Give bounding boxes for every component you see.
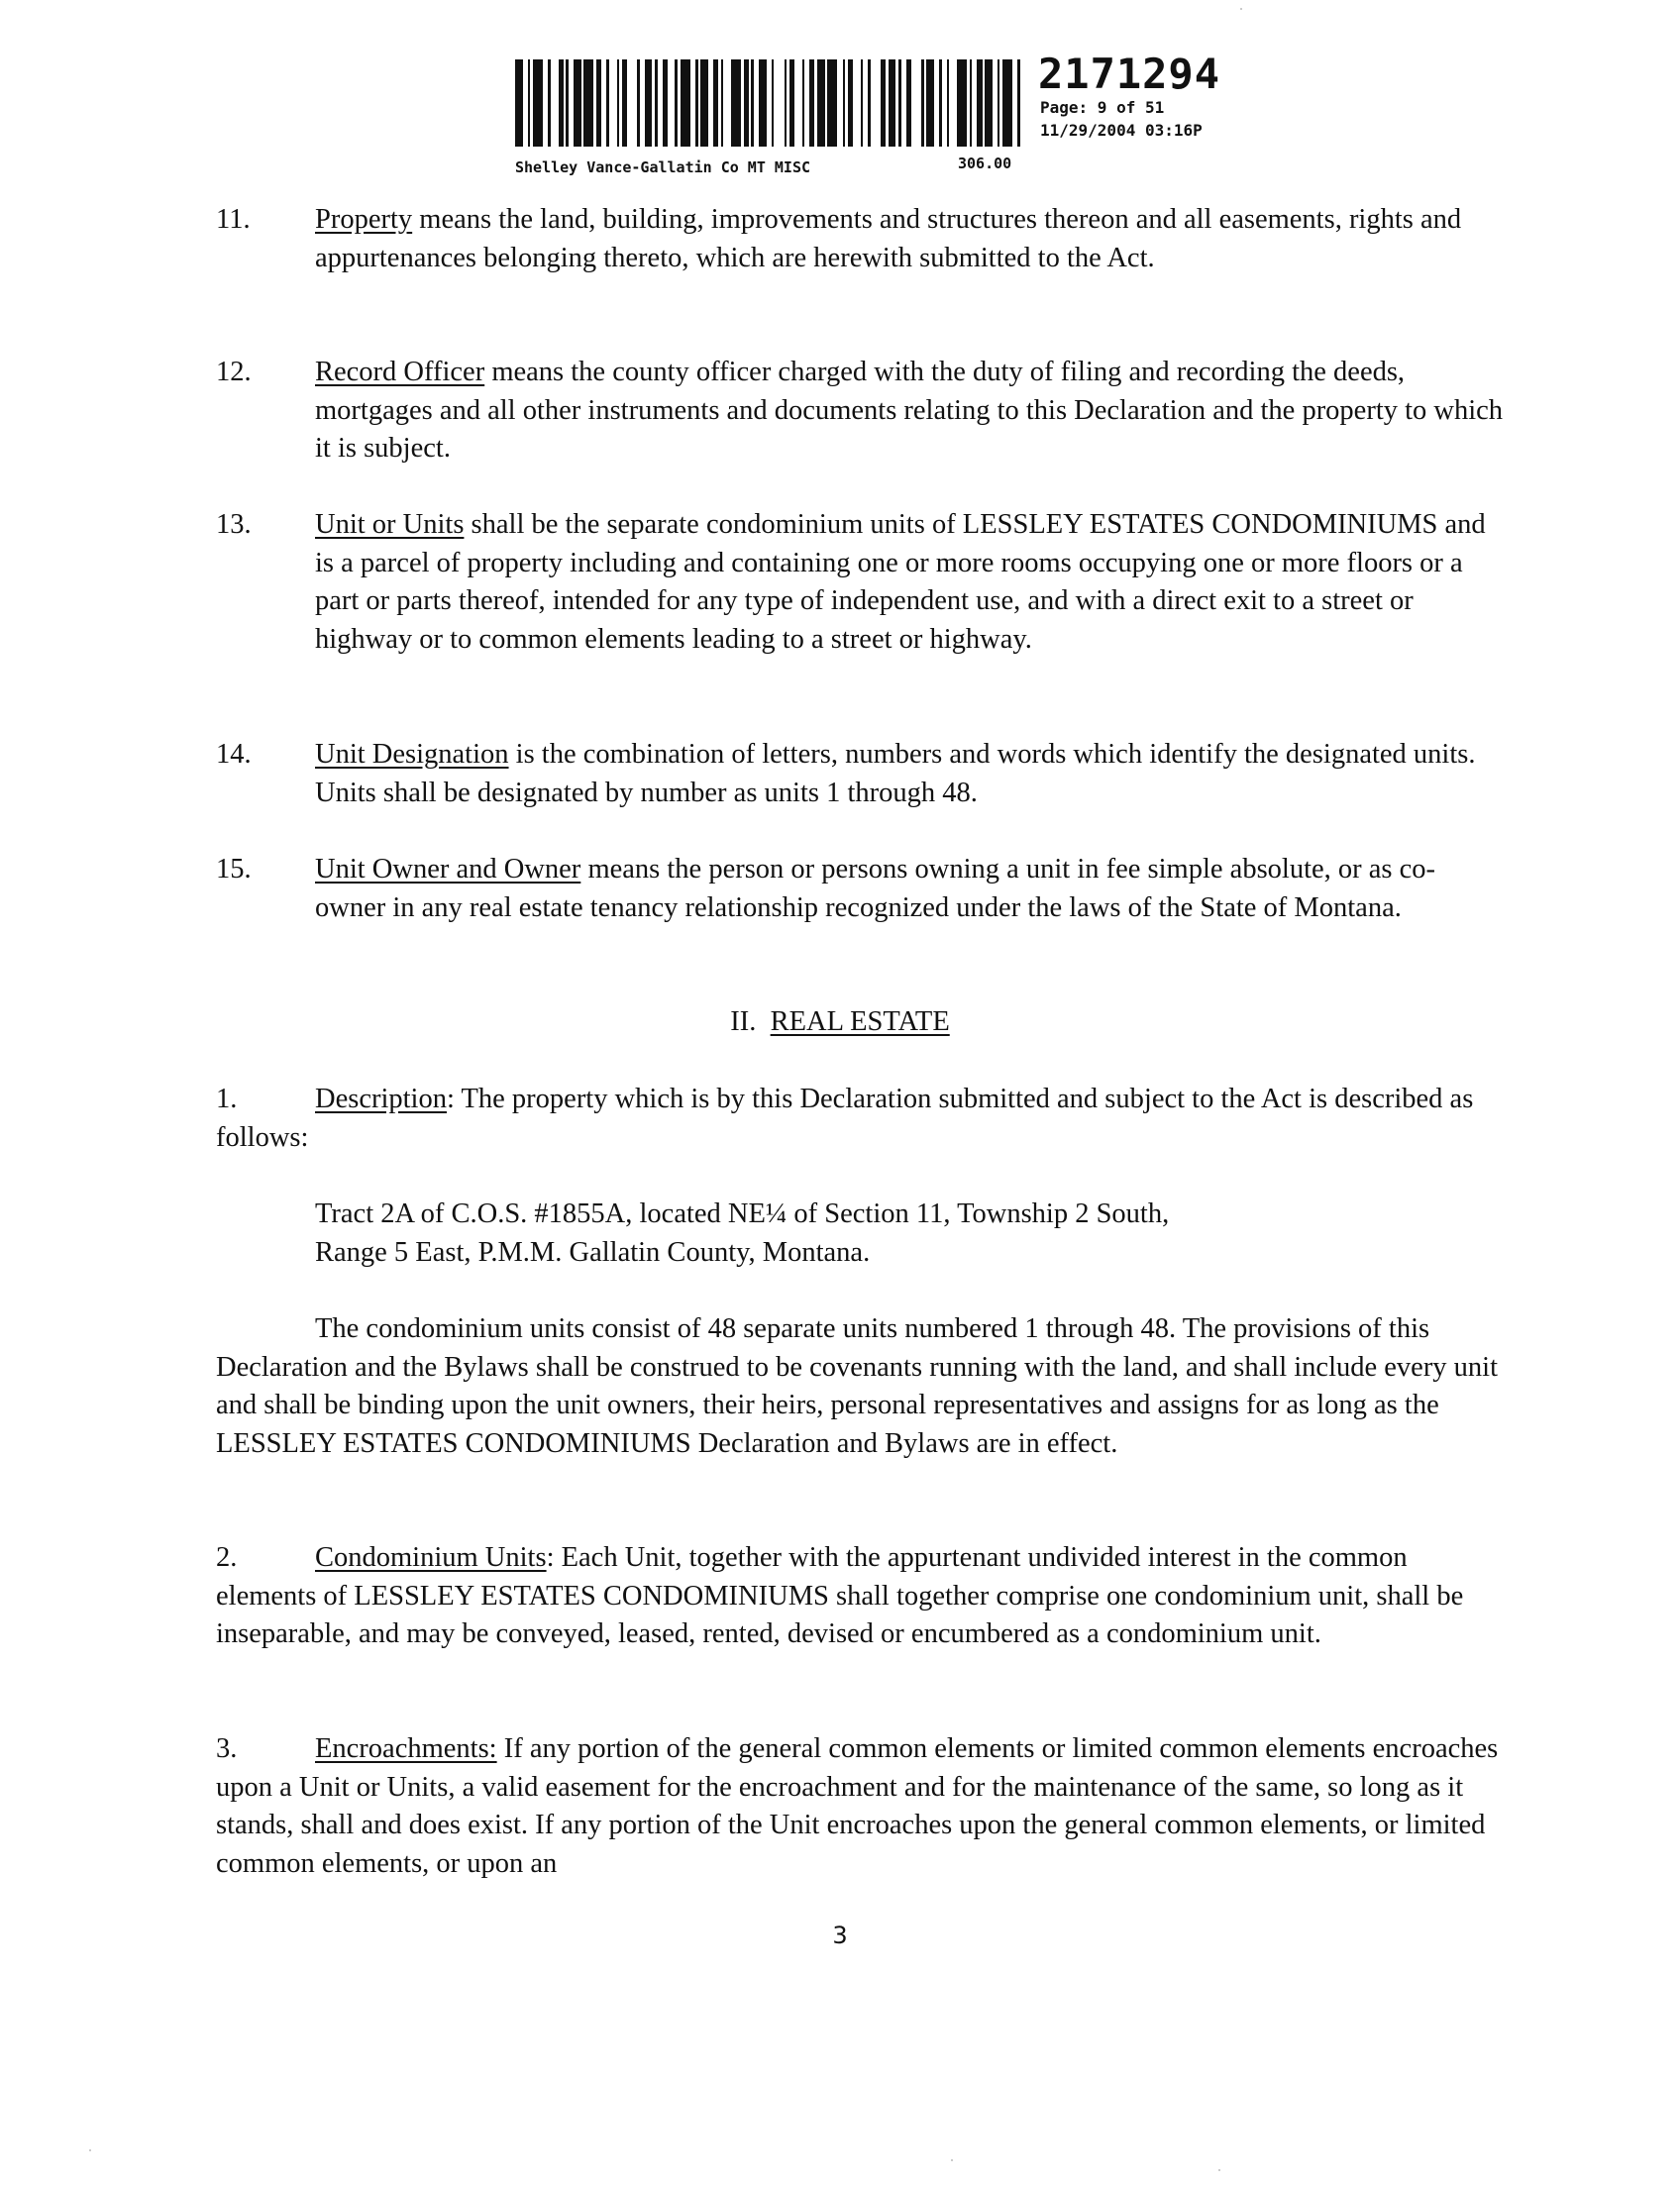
legal-description-line: Tract 2A of C.O.S. #1855A, located NE¼ of Section 11, Township 2 South, (315, 1198, 1170, 1229)
recording-timestamp: 11/29/2004 03:16P (1040, 121, 1203, 140)
barcode-bar (889, 59, 896, 147)
barcode-bar (583, 59, 593, 147)
paragraph-text: : Each Unit, together with the appurtenant undivided interest in the common elements of LESSLEY ESTATES CONDOMINIUMS shall together comprise one condominium unit, shall be inseparable, and may be conveyed, leased, rented, devised or encumbered as a condominium unit. (216, 1542, 1464, 1649)
definition-term: Record Officer (315, 357, 485, 387)
definition-number: 12. (216, 357, 252, 387)
barcode-bar (627, 59, 637, 147)
barcode (515, 59, 1028, 147)
scan-speck (1240, 8, 1242, 10)
barcode-bar (551, 59, 559, 147)
paragraph-number: 1. (216, 1084, 238, 1114)
section-title: REAL ESTATE (770, 1006, 950, 1037)
barcode-bar (515, 59, 523, 147)
barcode-bar (609, 59, 617, 147)
definition-text: means the land, building, improvements and structures thereon and all easements, rights and appurtenances belonging thereto, which are herewith submitted to the Act. (315, 204, 1462, 273)
barcode-bar (1020, 59, 1028, 147)
barcode-bar (853, 59, 861, 147)
barcode-bar (985, 59, 993, 147)
page-number: 3 (832, 1922, 848, 1949)
barcode-bar (723, 59, 731, 147)
encroachments-paragraph (216, 1730, 1504, 1883)
paragraph-text: : The property which is by this Declaration submitted and subject to the Act is described as follows: (216, 1084, 1474, 1153)
paragraph-number: 2. (216, 1542, 238, 1573)
barcode-bar (949, 59, 957, 147)
barcode-bar (574, 59, 581, 147)
section-numeral: II. (730, 1006, 757, 1037)
barcode-bar (759, 59, 767, 147)
definition-number: 11. (216, 204, 251, 235)
section-heading (0, 1003, 1680, 1042)
definition-number: 15. (216, 854, 252, 885)
definition-text: means the person or persons owning a unit in fee simple absolute, or as co-owner in any real estate tenancy relationship recognized under the laws of the State of Montana. (315, 854, 1436, 923)
units-paragraph (216, 1310, 1504, 1463)
definition-text: shall be the separate condominium units of LESSLEY ESTATES CONDOMINIUMS and is a parcel of property including and containing one or more rooms occupying one or more floors or a part or parts thereof, intended for any type of independent use, and with a direct exit to a street or highway or to common elements leading to a street or highway. (315, 509, 1486, 655)
barcode-bar (911, 59, 921, 147)
barcode-bar (827, 59, 837, 147)
barcode-bar (774, 59, 784, 147)
barcode-bar (668, 59, 676, 147)
definition-text: means the county officer charged with the duty of filing and recording the deeds, mortgages and all other instruments and documents relating to this Declaration and the property to which it is subject. (315, 357, 1504, 464)
barcode-bar (645, 59, 653, 147)
scan-speck (951, 2159, 953, 2161)
definition-term: Property (315, 204, 413, 235)
barcode-bar (731, 59, 741, 147)
legal-description (315, 1196, 1405, 1272)
barcode-bar (926, 59, 934, 147)
scan-speck (89, 2149, 91, 2151)
barcode-bar (871, 59, 881, 147)
page-count: Page: 9 of 51 (1040, 98, 1165, 117)
paragraph-text: If any portion of the general common elements or limited common elements encroaches upon a Unit or Units, a valid easement for the encroachment and for the maintenance of the same, so long as it stands, shall and does exist. If any portion of the Unit encroaches upon the general common elements, or limited common elements, or upon an (216, 1733, 1499, 1879)
definition-text: is the combination of letters, numbers and words which identify the designated units. Units shall be designated by number as units 1 through 48. (315, 739, 1476, 808)
definition-number: 13. (216, 509, 252, 540)
paragraph-term: Condominium Units (315, 1542, 547, 1573)
description-paragraph (216, 1081, 1504, 1157)
paragraph-text: The condominium units consist of 48 separate units numbered 1 through 48. The provisions of this Declaration and the Bylaws shall be construed to be covenants running with the land, and shall include every unit and shall be binding upon the unit owners, their heirs, personal representatives and assigns for as long as the LESSLEY ESTATES CONDOMINIUMS Declaration and Bylaws are in effect. (216, 1313, 1499, 1459)
barcode-bar (681, 59, 690, 147)
barcode-bar (794, 59, 802, 147)
scan-speck (1218, 2169, 1220, 2171)
barcode-bar (817, 59, 825, 147)
paragraph-term: Description (315, 1084, 447, 1114)
barcode-bar (1002, 59, 1012, 147)
barcode-bar (700, 59, 708, 147)
definition-term: Unit Designation (315, 739, 509, 770)
barcode-bar (533, 59, 543, 147)
definition-term: Unit Owner and Owner (315, 854, 581, 885)
document-number: 2171294 (1038, 50, 1221, 98)
legal-description-line: Range 5 East, P.M.M. Gallatin County, Montana. (315, 1236, 871, 1268)
paragraph-term: Encroachments: (315, 1733, 497, 1764)
paragraph-number: 3. (216, 1733, 238, 1764)
condominium-units-paragraph (216, 1539, 1504, 1654)
definition-term: Unit or Units (315, 509, 465, 540)
definition-number: 14. (216, 739, 252, 770)
recording-fee: 306.00 (958, 155, 1012, 172)
recorder-name: Shelley Vance-Gallatin Co MT MISC (515, 158, 811, 176)
barcode-bar (957, 59, 967, 147)
